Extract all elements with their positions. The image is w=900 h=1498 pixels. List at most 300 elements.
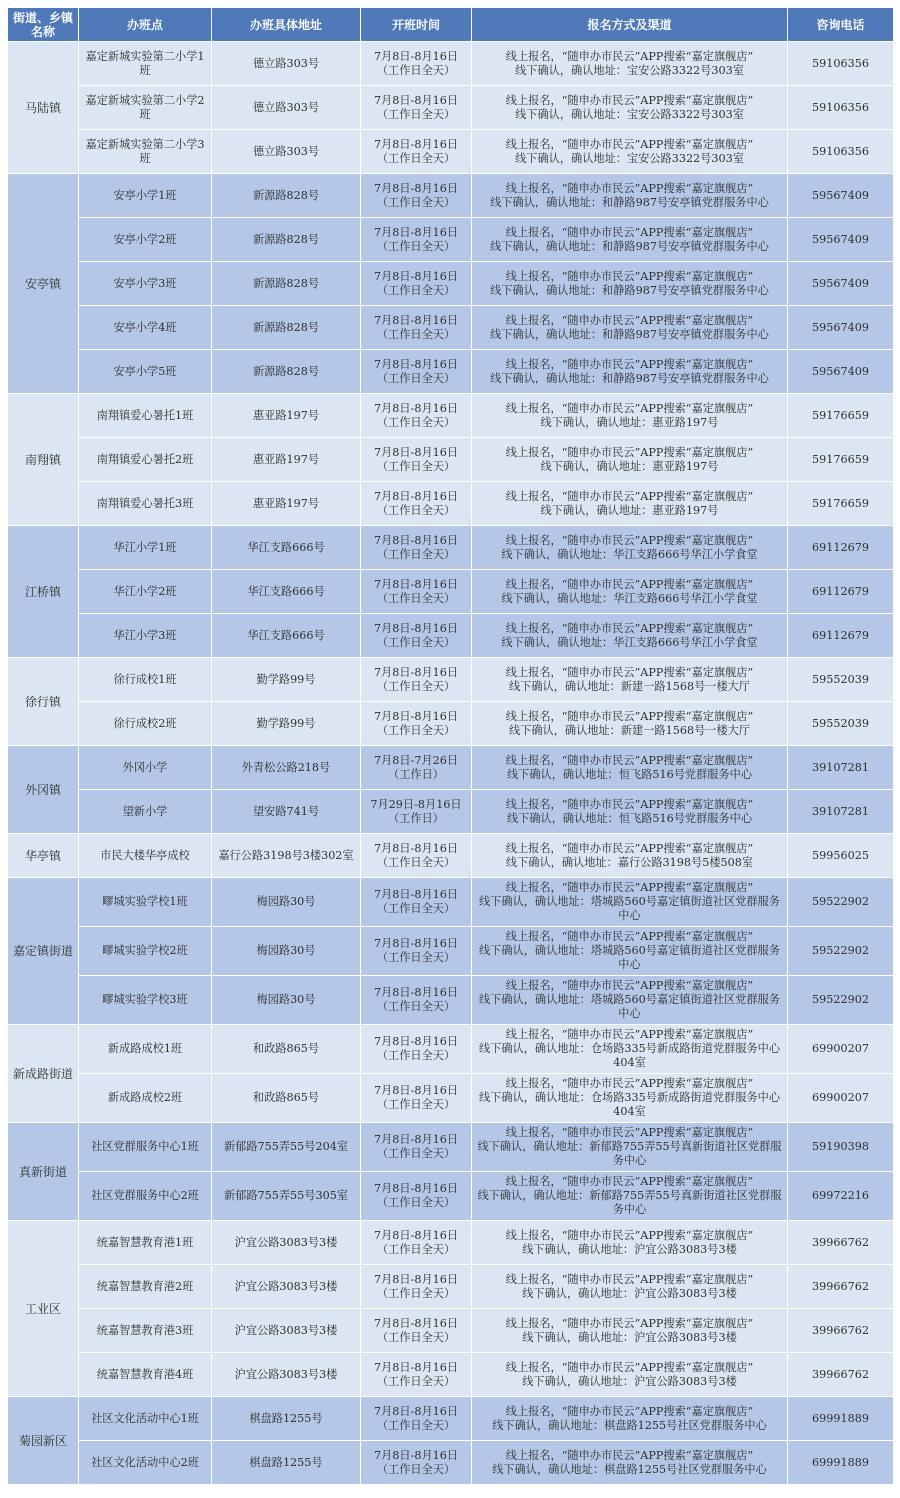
signup-cell bbox=[472, 42, 788, 86]
table-row bbox=[8, 1123, 894, 1172]
signup-line: 线上报名，“随申办市民云”APP搜索“嘉定旗舰店” bbox=[505, 1175, 754, 1188]
time-cell bbox=[361, 1353, 472, 1397]
time-line: （工作日全天） bbox=[376, 151, 456, 165]
phone-cell: 39966762 bbox=[788, 1353, 894, 1397]
table-row bbox=[8, 834, 894, 878]
table-row bbox=[8, 976, 894, 1025]
table-row bbox=[8, 130, 894, 174]
signup-line: 线上报名，“随申办市民云”APP搜索“嘉定旗舰店” bbox=[505, 533, 754, 547]
site-cell: 社区文化活动中心1班 bbox=[79, 1397, 212, 1441]
signup-cell bbox=[472, 746, 788, 790]
signup-line: 线上报名，“随申办市民云”APP搜索“嘉定旗舰店” bbox=[505, 1077, 754, 1090]
phone-cell: 59956025 bbox=[788, 834, 894, 878]
time-cell bbox=[361, 174, 472, 218]
signup-cell bbox=[472, 262, 788, 306]
time-line: 7月8日-8月16日 bbox=[373, 1360, 459, 1374]
phone-cell: 59176659 bbox=[788, 394, 894, 438]
time-cell bbox=[361, 306, 472, 350]
site-cell: 安亭小学3班 bbox=[79, 262, 212, 306]
town-name-cell: 马陆镇 bbox=[8, 42, 79, 174]
phone-cell: 39966762 bbox=[788, 1221, 894, 1265]
site-cell: 华江小学1班 bbox=[79, 526, 212, 570]
signup-cell bbox=[472, 306, 788, 350]
site-cell: 南翔镇爱心暑托2班 bbox=[79, 438, 212, 482]
table-row bbox=[8, 790, 894, 834]
signup-line: 线下确认，确认地址：华江支路666号华江小学食堂 bbox=[501, 591, 758, 605]
time-cell bbox=[361, 614, 472, 658]
table-row bbox=[8, 1397, 894, 1441]
time-line: 7月8日-8月16日 bbox=[373, 533, 459, 547]
time-cell bbox=[361, 790, 472, 834]
time-line: 7月8日-8月16日 bbox=[373, 1316, 459, 1330]
signup-line: 线下确认，确认地址：惠亚路197号 bbox=[540, 415, 719, 429]
signup-cell bbox=[472, 570, 788, 614]
address-cell: 惠亚路197号 bbox=[212, 394, 361, 438]
table-row bbox=[8, 262, 894, 306]
site-cell: 华江小学2班 bbox=[79, 570, 212, 614]
time-line: 7月8日-8月16日 bbox=[373, 225, 459, 239]
time-line: （工作日全天） bbox=[376, 723, 456, 737]
phone-cell: 59522902 bbox=[788, 976, 894, 1025]
signup-cell bbox=[472, 1172, 788, 1221]
time-line: （工作日全天） bbox=[376, 327, 456, 341]
phone-cell: 59567409 bbox=[788, 174, 894, 218]
table-row bbox=[8, 482, 894, 526]
phone-cell: 59106356 bbox=[788, 86, 894, 130]
time-line: 7月8日-8月16日 bbox=[373, 1448, 459, 1462]
phone-cell: 59190398 bbox=[788, 1123, 894, 1172]
time-line: （工作日全天） bbox=[376, 239, 456, 253]
time-cell bbox=[361, 976, 472, 1025]
time-line: （工作日全天） bbox=[376, 1098, 456, 1111]
address-cell: 梅园路30号 bbox=[212, 927, 361, 976]
signup-cell bbox=[472, 130, 788, 174]
signup-line: 线下确认，确认地址：和静路987号安亭镇党群服务中心 bbox=[490, 195, 769, 209]
time-line: （工作日全天） bbox=[376, 1242, 456, 1256]
time-line: 7月8日-8月16日 bbox=[373, 986, 459, 999]
signup-cell bbox=[472, 790, 788, 834]
time-cell bbox=[361, 394, 472, 438]
signup-line: 线上报名，“随申办市民云”APP搜索“嘉定旗舰店” bbox=[505, 93, 754, 107]
table-row bbox=[8, 1441, 894, 1485]
signup-line: 线下确认，确认地址：仓场路335号新成路街道党群服务中心404室 bbox=[478, 1091, 781, 1118]
signup-line: 线上报名，“随申办市民云”APP搜索“嘉定旗舰店” bbox=[505, 577, 754, 591]
phone-cell: 39107281 bbox=[788, 746, 894, 790]
signup-line: 线上报名，“随申办市民云”APP搜索“嘉定旗舰店” bbox=[505, 665, 754, 679]
table-row bbox=[8, 614, 894, 658]
signup-cell bbox=[472, 834, 788, 878]
time-line: （工作日全天） bbox=[376, 371, 456, 385]
signup-line: 线上报名，“随申办市民云”APP搜索“嘉定旗舰店” bbox=[505, 49, 754, 63]
signup-cell bbox=[472, 526, 788, 570]
time-line: 7月8日-8月16日 bbox=[373, 577, 459, 591]
time-cell bbox=[361, 746, 472, 790]
time-cell bbox=[361, 86, 472, 130]
signup-line: 线下确认，确认地址：新郁路755弄55号真新街道社区党群服务中心 bbox=[477, 1189, 782, 1216]
table-row bbox=[8, 1265, 894, 1309]
time-line: 7月8日-8月16日 bbox=[373, 1035, 459, 1048]
time-line: 7月8日-8月16日 bbox=[373, 313, 459, 327]
time-cell bbox=[361, 1397, 472, 1441]
signup-line: 线下确认，确认地址：嘉行公路3198号5楼508室 bbox=[505, 855, 754, 869]
phone-cell: 69900207 bbox=[788, 1074, 894, 1123]
time-line: （工作日全天） bbox=[376, 415, 456, 429]
signup-cell bbox=[472, 878, 788, 927]
schedule-table-wrapper bbox=[7, 7, 893, 1485]
table-row bbox=[8, 570, 894, 614]
phone-cell: 69112679 bbox=[788, 570, 894, 614]
site-cell: 新成路成校1班 bbox=[79, 1025, 212, 1074]
signup-line: 线上报名，“随申办市民云”APP搜索“嘉定旗舰店” bbox=[505, 1360, 754, 1374]
time-line: （工作日全天） bbox=[376, 591, 456, 605]
time-line: 7月8日-8月16日 bbox=[373, 1228, 459, 1242]
site-cell: 统嘉智慧教育港3班 bbox=[79, 1309, 212, 1353]
address-cell: 新郁路755弄55号305室 bbox=[212, 1172, 361, 1221]
time-cell bbox=[361, 570, 472, 614]
address-cell: 梅园路30号 bbox=[212, 878, 361, 927]
table-row bbox=[8, 174, 894, 218]
town-name-cell: 华亭镇 bbox=[8, 834, 79, 878]
time-cell bbox=[361, 42, 472, 86]
time-line: （工作日全天） bbox=[376, 107, 456, 121]
signup-line: 线下确认，确认地址：宝安公路3322号303室 bbox=[515, 63, 744, 77]
time-line: （工作日） bbox=[388, 767, 444, 781]
table-body bbox=[8, 42, 894, 1485]
signup-line: 线下确认，确认地址：华江支路666号华江小学食堂 bbox=[501, 635, 758, 649]
header-site: 办班点 bbox=[79, 8, 212, 42]
town-name-cell: 外冈镇 bbox=[8, 746, 79, 834]
signup-line: 线上报名，“随申办市民云”APP搜索“嘉定旗舰店” bbox=[505, 445, 754, 459]
address-cell: 沪宜公路3083号3楼 bbox=[212, 1265, 361, 1309]
phone-cell: 39107281 bbox=[788, 790, 894, 834]
signup-line: 线下确认，确认地址：棋盘路1255号社区党群服务中心 bbox=[492, 1418, 767, 1432]
signup-line: 线上报名，“随申办市民云”APP搜索“嘉定旗舰店” bbox=[505, 225, 754, 239]
site-cell: 安亭小学5班 bbox=[79, 350, 212, 394]
table-row bbox=[8, 927, 894, 976]
signup-line: 线上报名，“随申办市民云”APP搜索“嘉定旗舰店” bbox=[505, 753, 754, 767]
town-name-cell: 江桥镇 bbox=[8, 526, 79, 658]
address-cell: 新源路828号 bbox=[212, 262, 361, 306]
address-cell: 德立路303号 bbox=[212, 42, 361, 86]
signup-line: 线上报名，“随申办市民云”APP搜索“嘉定旗舰店” bbox=[505, 1028, 754, 1041]
time-line: 7月8日-8月16日 bbox=[373, 1182, 459, 1195]
time-line: 7月8日-8月16日 bbox=[373, 445, 459, 459]
time-line: 7月8日-8月16日 bbox=[373, 401, 459, 415]
signup-line: 线下确认，确认地址：宝安公路3322号303室 bbox=[515, 107, 744, 121]
time-cell bbox=[361, 878, 472, 927]
town-name-cell: 菊园新区 bbox=[8, 1397, 79, 1485]
table-row bbox=[8, 1221, 894, 1265]
signup-line: 线下确认，确认地址：塔城路560号嘉定镇街道社区党群服务中心 bbox=[478, 895, 781, 922]
site-cell: 社区文化活动中心2班 bbox=[79, 1441, 212, 1485]
time-line: （工作日全天） bbox=[376, 63, 456, 77]
signup-line: 线下确认，确认地址：新郁路755弄55号真新街道社区党群服务中心 bbox=[477, 1140, 782, 1167]
site-cell: 嘉定新城实验第二小学1班 bbox=[79, 42, 212, 86]
time-cell bbox=[361, 1441, 472, 1485]
phone-cell: 59567409 bbox=[788, 262, 894, 306]
signup-line: 线下确认，确认地址：塔城路560号嘉定镇街道社区党群服务中心 bbox=[478, 993, 781, 1020]
signup-line: 线上报名，“随申办市民云”APP搜索“嘉定旗舰店” bbox=[505, 621, 754, 635]
time-line: 7月8日-8月16日 bbox=[373, 1272, 459, 1286]
table-row bbox=[8, 1074, 894, 1123]
signup-cell bbox=[472, 174, 788, 218]
time-line: （工作日） bbox=[388, 811, 444, 825]
time-cell bbox=[361, 927, 472, 976]
signup-cell bbox=[472, 218, 788, 262]
phone-cell: 59567409 bbox=[788, 350, 894, 394]
time-line: （工作日全天） bbox=[376, 1462, 456, 1476]
time-line: （工作日全天） bbox=[376, 1147, 456, 1160]
site-cell: 华江小学3班 bbox=[79, 614, 212, 658]
summer-class-table bbox=[7, 7, 894, 1485]
table-row bbox=[8, 350, 894, 394]
signup-line: 线下确认，确认地址：和静路987号安亭镇党群服务中心 bbox=[490, 371, 769, 385]
time-cell bbox=[361, 1074, 472, 1123]
signup-line: 线下确认，确认地址：新建一路1568号一楼大厅 bbox=[508, 723, 751, 737]
address-cell: 新源路828号 bbox=[212, 218, 361, 262]
address-cell: 沪宜公路3083号3楼 bbox=[212, 1353, 361, 1397]
time-line: 7月8日-8月16日 bbox=[373, 888, 459, 901]
address-cell: 惠亚路197号 bbox=[212, 482, 361, 526]
address-cell: 勤学路99号 bbox=[212, 658, 361, 702]
signup-line: 线上报名，“随申办市民云”APP搜索“嘉定旗舰店” bbox=[505, 489, 754, 503]
table-row bbox=[8, 1309, 894, 1353]
phone-cell: 39966762 bbox=[788, 1309, 894, 1353]
town-name-cell: 工业区 bbox=[8, 1221, 79, 1397]
signup-line: 线上报名，“随申办市民云”APP搜索“嘉定旗舰店” bbox=[505, 709, 754, 723]
table-row bbox=[8, 746, 894, 790]
address-cell: 沪宜公路3083号3楼 bbox=[212, 1309, 361, 1353]
time-line: （工作日全天） bbox=[376, 283, 456, 297]
address-cell: 嘉行公路3198号3楼302室 bbox=[212, 834, 361, 878]
signup-cell bbox=[472, 438, 788, 482]
site-cell: 统嘉智慧教育港4班 bbox=[79, 1353, 212, 1397]
time-cell bbox=[361, 1172, 472, 1221]
phone-cell: 69991889 bbox=[788, 1441, 894, 1485]
town-name-cell: 南翔镇 bbox=[8, 394, 79, 526]
table-row bbox=[8, 42, 894, 86]
header-time: 开班时间 bbox=[361, 8, 472, 42]
signup-line: 线下确认，确认地址：沪宜公路3083号3楼 bbox=[522, 1286, 737, 1300]
time-line: （工作日全天） bbox=[376, 503, 456, 517]
signup-line: 线下确认，确认地址：和静路987号安亭镇党群服务中心 bbox=[490, 327, 769, 341]
phone-cell: 69900207 bbox=[788, 1025, 894, 1074]
address-cell: 勤学路99号 bbox=[212, 702, 361, 746]
signup-cell bbox=[472, 482, 788, 526]
time-cell bbox=[361, 702, 472, 746]
site-cell: 疁城实验学校1班 bbox=[79, 878, 212, 927]
address-cell: 梅园路30号 bbox=[212, 976, 361, 1025]
header-address: 办班具体地址 bbox=[212, 8, 361, 42]
signup-cell bbox=[472, 614, 788, 658]
address-cell: 望安路741号 bbox=[212, 790, 361, 834]
signup-line: 线上报名，“随申办市民云”APP搜索“嘉定旗舰店” bbox=[505, 357, 754, 371]
time-cell bbox=[361, 482, 472, 526]
time-cell bbox=[361, 350, 472, 394]
time-line: （工作日全天） bbox=[376, 195, 456, 209]
time-cell bbox=[361, 1309, 472, 1353]
time-line: （工作日全天） bbox=[376, 679, 456, 693]
signup-line: 线下确认，确认地址：宝安公路3322号303室 bbox=[515, 151, 744, 165]
address-cell: 新郁路755弄55号204室 bbox=[212, 1123, 361, 1172]
signup-line: 线下确认，确认地址：恒飞路516号党群服务中心 bbox=[506, 811, 753, 825]
time-line: 7月8日-8月16日 bbox=[373, 1404, 459, 1418]
address-cell: 新源路828号 bbox=[212, 350, 361, 394]
signup-cell bbox=[472, 1353, 788, 1397]
phone-cell: 59552039 bbox=[788, 658, 894, 702]
signup-cell bbox=[472, 1309, 788, 1353]
town-name-cell: 徐行镇 bbox=[8, 658, 79, 746]
table-row bbox=[8, 306, 894, 350]
time-line: 7月8日-8月16日 bbox=[373, 269, 459, 283]
phone-cell: 69112679 bbox=[788, 614, 894, 658]
address-cell: 华江支路666号 bbox=[212, 570, 361, 614]
site-cell: 新成路成校2班 bbox=[79, 1074, 212, 1123]
address-cell: 华江支路666号 bbox=[212, 526, 361, 570]
time-cell bbox=[361, 1123, 472, 1172]
time-line: （工作日全天） bbox=[376, 1000, 456, 1013]
signup-line: 线下确认，确认地址：华江支路666号华江小学食堂 bbox=[501, 547, 758, 561]
phone-cell: 59567409 bbox=[788, 306, 894, 350]
town-name-cell: 安亭镇 bbox=[8, 174, 79, 394]
table-row bbox=[8, 878, 894, 927]
time-line: 7月8日-8月16日 bbox=[373, 621, 459, 635]
signup-line: 线上报名，“随申办市民云”APP搜索“嘉定旗舰店” bbox=[505, 930, 754, 943]
signup-line: 线上报名，“随申办市民云”APP搜索“嘉定旗舰店” bbox=[505, 1448, 754, 1462]
table-row bbox=[8, 1025, 894, 1074]
time-cell bbox=[361, 834, 472, 878]
signup-line: 线下确认，确认地址：和静路987号安亭镇党群服务中心 bbox=[490, 239, 769, 253]
time-line: （工作日全天） bbox=[376, 951, 456, 964]
site-cell: 嘉定新城实验第二小学3班 bbox=[79, 130, 212, 174]
time-line: 7月8日-8月16日 bbox=[373, 937, 459, 950]
signup-cell bbox=[472, 1397, 788, 1441]
site-cell: 疁城实验学校2班 bbox=[79, 927, 212, 976]
site-cell: 嘉定新城实验第二小学2班 bbox=[79, 86, 212, 130]
site-cell: 疁城实验学校3班 bbox=[79, 976, 212, 1025]
signup-line: 线上报名，“随申办市民云”APP搜索“嘉定旗舰店” bbox=[505, 1272, 754, 1286]
signup-line: 线上报名，“随申办市民云”APP搜索“嘉定旗舰店” bbox=[505, 841, 754, 855]
site-cell: 社区党群服务中心2班 bbox=[79, 1172, 212, 1221]
phone-cell: 39966762 bbox=[788, 1265, 894, 1309]
signup-cell bbox=[472, 1265, 788, 1309]
site-cell: 统嘉智慧教育港2班 bbox=[79, 1265, 212, 1309]
time-line: （工作日全天） bbox=[376, 1418, 456, 1432]
time-line: 7月8日-8月16日 bbox=[373, 49, 459, 63]
time-line: 7月8日-8月16日 bbox=[373, 137, 459, 151]
time-line: （工作日全天） bbox=[376, 1049, 456, 1062]
site-cell: 安亭小学1班 bbox=[79, 174, 212, 218]
time-cell bbox=[361, 1265, 472, 1309]
time-line: 7月8日-8月16日 bbox=[373, 93, 459, 107]
address-cell: 外青松公路218号 bbox=[212, 746, 361, 790]
phone-cell: 69972216 bbox=[788, 1172, 894, 1221]
table-row bbox=[8, 394, 894, 438]
signup-line: 线上报名，“随申办市民云”APP搜索“嘉定旗舰店” bbox=[505, 797, 754, 811]
table-header-row bbox=[8, 8, 894, 42]
time-cell bbox=[361, 526, 472, 570]
time-cell bbox=[361, 658, 472, 702]
time-line: 7月8日-8月16日 bbox=[373, 709, 459, 723]
signup-cell bbox=[472, 927, 788, 976]
town-name-cell: 嘉定镇街道 bbox=[8, 878, 79, 1025]
phone-cell: 59106356 bbox=[788, 130, 894, 174]
time-line: （工作日全天） bbox=[376, 547, 456, 561]
time-line: （工作日全天） bbox=[376, 459, 456, 473]
signup-line: 线上报名，“随申办市民云”APP搜索“嘉定旗舰店” bbox=[505, 401, 754, 415]
signup-line: 线下确认，确认地址：棋盘路1255号社区党群服务中心 bbox=[492, 1462, 767, 1476]
signup-line: 线下确认，确认地址：新建一路1568号一楼大厅 bbox=[508, 679, 751, 693]
table-row bbox=[8, 438, 894, 482]
signup-line: 线上报名，“随申办市民云”APP搜索“嘉定旗舰店” bbox=[505, 1316, 754, 1330]
signup-line: 线下确认，确认地址：仓场路335号新成路街道党群服务中心404室 bbox=[478, 1042, 781, 1069]
time-line: （工作日全天） bbox=[376, 1330, 456, 1344]
signup-line: 线上报名，“随申办市民云”APP搜索“嘉定旗舰店” bbox=[505, 137, 754, 151]
address-cell: 沪宜公路3083号3楼 bbox=[212, 1221, 361, 1265]
time-line: 7月29日-8月16日 bbox=[370, 797, 462, 811]
time-line: 7月8日-8月16日 bbox=[373, 181, 459, 195]
table-row bbox=[8, 526, 894, 570]
table-row bbox=[8, 86, 894, 130]
table-row bbox=[8, 702, 894, 746]
address-cell: 和政路865号 bbox=[212, 1025, 361, 1074]
address-cell: 惠亚路197号 bbox=[212, 438, 361, 482]
site-cell: 安亭小学2班 bbox=[79, 218, 212, 262]
site-cell: 徐行成校2班 bbox=[79, 702, 212, 746]
signup-line: 线上报名，“随申办市民云”APP搜索“嘉定旗舰店” bbox=[505, 313, 754, 327]
time-line: （工作日全天） bbox=[376, 855, 456, 869]
site-cell: 徐行成校1班 bbox=[79, 658, 212, 702]
signup-line: 线上报名，“随申办市民云”APP搜索“嘉定旗舰店” bbox=[505, 979, 754, 992]
address-cell: 新源路828号 bbox=[212, 174, 361, 218]
site-cell: 南翔镇爱心暑托1班 bbox=[79, 394, 212, 438]
time-cell bbox=[361, 1025, 472, 1074]
time-line: 7月8日-7月26日 bbox=[373, 753, 459, 767]
signup-line: 线下确认，确认地址：恒飞路516号党群服务中心 bbox=[506, 767, 753, 781]
signup-line: 线上报名，“随申办市民云”APP搜索“嘉定旗舰店” bbox=[505, 181, 754, 195]
time-line: 7月8日-8月16日 bbox=[373, 489, 459, 503]
town-name-cell: 新成路街道 bbox=[8, 1025, 79, 1123]
site-cell: 望新小学 bbox=[79, 790, 212, 834]
signup-line: 线上报名，“随申办市民云”APP搜索“嘉定旗舰店” bbox=[505, 269, 754, 283]
time-line: （工作日全天） bbox=[376, 1374, 456, 1388]
signup-line: 线上报名，“随申办市民云”APP搜索“嘉定旗舰店” bbox=[505, 1228, 754, 1242]
address-cell: 棋盘路1255号 bbox=[212, 1397, 361, 1441]
time-cell bbox=[361, 262, 472, 306]
signup-cell bbox=[472, 394, 788, 438]
signup-line: 线下确认，确认地址：惠亚路197号 bbox=[540, 459, 719, 473]
time-line: 7月8日-8月16日 bbox=[373, 357, 459, 371]
table-row bbox=[8, 218, 894, 262]
time-line: 7月8日-8月16日 bbox=[373, 665, 459, 679]
phone-cell: 59522902 bbox=[788, 878, 894, 927]
signup-cell bbox=[472, 1025, 788, 1074]
site-cell: 社区党群服务中心1班 bbox=[79, 1123, 212, 1172]
time-line: （工作日全天） bbox=[376, 902, 456, 915]
address-cell: 棋盘路1255号 bbox=[212, 1441, 361, 1485]
signup-line: 线上报名，“随申办市民云”APP搜索“嘉定旗舰店” bbox=[505, 1404, 754, 1418]
signup-line: 线下确认，确认地址：沪宜公路3083号3楼 bbox=[522, 1242, 737, 1256]
signup-line: 线下确认，确认地址：沪宜公路3083号3楼 bbox=[522, 1374, 737, 1388]
signup-cell bbox=[472, 1441, 788, 1485]
signup-cell bbox=[472, 1123, 788, 1172]
site-cell: 统嘉智慧教育港1班 bbox=[79, 1221, 212, 1265]
time-line: 7月8日-8月16日 bbox=[373, 841, 459, 855]
phone-cell: 59106356 bbox=[788, 42, 894, 86]
header-town: 街道、乡镇名称 bbox=[8, 8, 79, 42]
address-cell: 德立路303号 bbox=[212, 86, 361, 130]
table-row bbox=[8, 1353, 894, 1397]
